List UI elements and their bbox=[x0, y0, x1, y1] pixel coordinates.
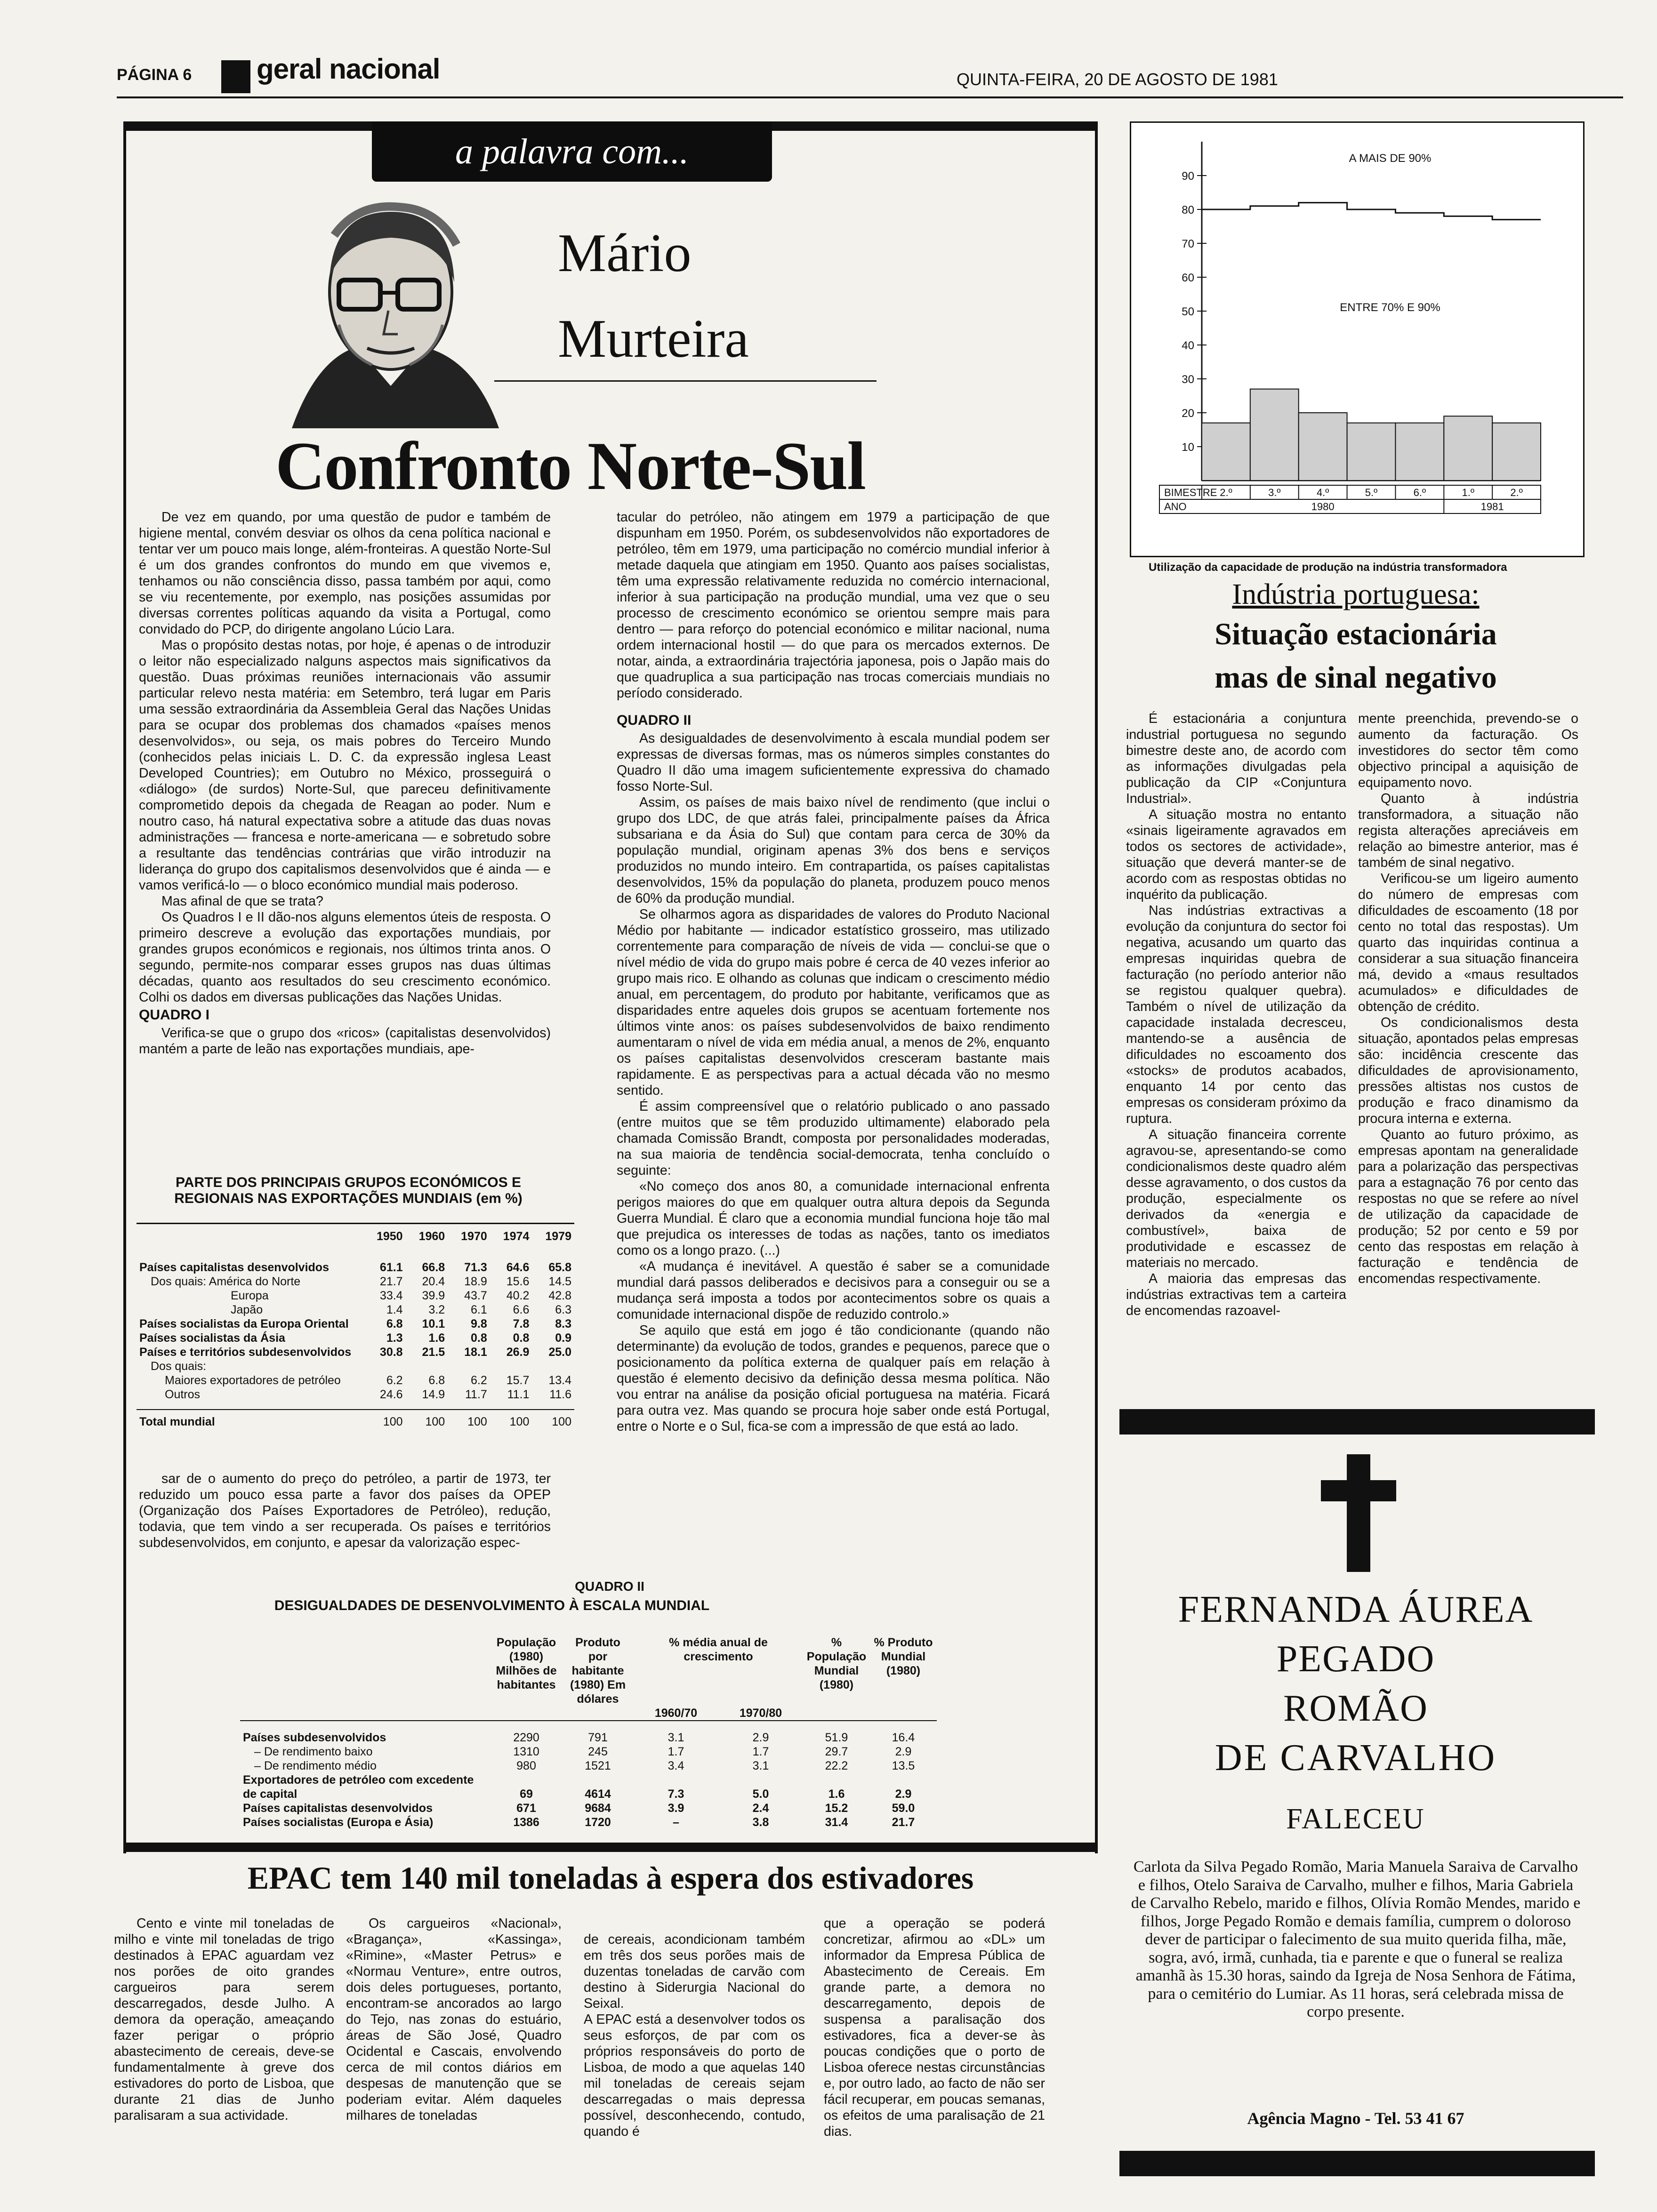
x-tick-label: 4.º bbox=[1316, 487, 1329, 498]
table-row: Maiores exportadores de petróleo 6.2 6.8 6.2 15.7 13.4 bbox=[165, 1374, 571, 1387]
paragraph: Verificou-se um ligeiro aumento do número de empresas com dificuldades de escoamento (18 por cento no total das respostas). Um quarto das inquiridas continua a considerar a sua situação financeira má, devido a «maus resultados acumulados» e dificuldades de obtenção de crédito. bbox=[1358, 871, 1578, 1014]
table-row: Países socialistas da Europa Oriental 6.8 10.1 9.8 7.8 8.3 bbox=[139, 1317, 571, 1330]
table-row: Países socialistas (Europa e Ásia) 1386 1720 – 3.8 31.4 21.7 bbox=[243, 1816, 915, 1829]
table1-year: 1970 bbox=[461, 1230, 487, 1243]
paragraph: Quanto ao futuro próximo, as empresas apontam na generalidade para a polarização das perspectivas para a estagnação 76 por cento das respostas no que se refere ao nível de utilização da capacidade de produção; 52 por cento e 59 por cento das respostas em relação à facturação e tendência de encomendas respectivamente. bbox=[1358, 1127, 1578, 1286]
page-date: QUINTA-FEIRA, 20 DE AGOSTO DE 1981 bbox=[957, 70, 1278, 89]
quadro2-heading: QUADRO II bbox=[617, 713, 692, 728]
paragraph: tacular do petróleo, não atingem em 1979 a participação de que dispunham em 1950. Porém, os subdesenvolvidos não exportadores de petróleo, têm em 1979, uma participação no comércio mundial inferior à metade daquela que atingiam em 1950. Quanto aos países socialistas, têm uma expressão relativamente reduzida no comércio internacional, inferior à sua participação na produção mundial, uma vez que o seu processo de crescimento económico se orientou sempre mais para dentro — para reforço do potencial económico e militar nacional, numa ordem internacional hostil — do que para os mercados externos. De notar, ainda, a extraordinária trajectória japonesa, pois o Japão mais do que quadruplica a sua participação nas trocas comerciais mundiais no período considerado. bbox=[617, 510, 1050, 701]
obituary-agency: Agência Magno - Tel. 53 41 67 bbox=[1247, 2109, 1464, 2128]
table-row: Europa 33.4 39.9 43.7 40.2 42.8 bbox=[231, 1289, 571, 1302]
y-tick-label: 30 bbox=[1182, 373, 1194, 386]
paragraph: As desigualdades de desenvolvimento à escala mundial podem ser expressas de diversas formas, mas os números simples constantes do Quadro II dão uma imagem suficientemente expressiva do chamado fosso Norte-Sul. bbox=[617, 731, 1050, 794]
paragraph: Cento e vinte mil toneladas de milho e vinte mil toneladas de trigo destinados à EPAC aguardam vez nos porões de oito grandes cargueiros para serem descarregados, desde Julho. A demora da operação, ameaçando fazer perigar o próprio abastecimento de cereais, deve-se fundamentalmente à greve dos estivadores do porto de Lisboa, que durante 21 dias de Junho paralisaram a sua actividade. bbox=[114, 1916, 334, 2123]
x-tick-label: 2.º bbox=[1220, 487, 1232, 498]
paragraph: Os cargueiros «Nacional», «Bragança», «Kassinga», «Rimine», «Master Petrus» e «Normau Venture», entre outros, dois deles portugueses, portanto, encontram-se ancorados ao largo do Tejo, nas zonas do estuário, áreas de São José, Quadro Ocidental e Cascais, envolvendo cerca de mil contos diários em despesas de manutenção que se poderiam evitar. Além daqueles milhares de toneladas bbox=[346, 1916, 562, 2123]
paragraph: «A mudança é inevitável. A questão é saber se a comunidade mundial dará passos deliberados e decisivos para a conseguir ou se a mudança será imposta a todos por acontecimentos sobre os quais a comunidade internacional dispõe de reduzido controlo.» bbox=[617, 1259, 1050, 1322]
paragraph: Se olharmos agora as disparidades de valores do Produto Nacional Médio por habitante — indicador estatístico grosseiro, mas utilizado correntemente para comparação de níveis de vida — conclui-se que o nível médio de vida do grupo mais pobre é cerca de 40 vezes inferior ao grupo mais rico. E olhando as colunas que indicam o crescimento médio anual, em percentagem, do produto por habitante, verificamos que as disparidades entre aqueles dois grupos se acentuam fortemente nos últimos vinte anos: os países subdesenvolvidos de baixo rendimento aumentaram o nível de vida em média anual, a menos de 2%, enquanto os países capitalistas desenvolvidos cresceram bastante mais rapidamente. E as perspectivas para a actual década vão no mesmo sentido. bbox=[617, 907, 1050, 1098]
paragraph: Mas o propósito destas notas, por hoje, é apenas o de introduzir o leitor não especializado nalguns aspectos mais significativos da questão. Duas próximas reuniões internacionais vão assumir particular relevo nesta matéria: em Setembro, terá lugar em Paris uma sessão extraordinária da Assembleia Geral das Nações Unidas para se ocupar dos problemas dos chamados «países menos desenvolvidos», ou seja, os mais pobres do Terceiro Mundo (conhecidos pelas iniciais L. D. C. da expressão inglesa Least Developed Countries); em Outubro no México, prosseguirá o «diálogo» (de surdos) Norte-Sul, que pareceu definitivamente comprometido depois da chegada de Reagan ao poder. Num e noutro caso, há natural expectativa sobre a atitude das duas novas administrações — francesa e norte-americana — e sobretudo sobre a resultante das tendências contrárias que virão introduzir na liderança do grupo dos capitalismos desenvolvidos que é ainda — e vamos verificá-lo — o bloco económico mundial mais poderoso. bbox=[139, 638, 551, 893]
paragraph: que a operação se poderá concretizar, afirmou ao «DL» um informador da Empresa Pública de Abastecimento de Cereais. Em grande parte, a demora no descarregamento, depois de suspensa a paralisação dos estivadores, fica a dever-se às poucas condições que o porto de Lisboa oferece nestas circunstâncias e, por outro lado, ao facto de não ser fácil recuperar, em poucas semanas, os efeitos de uma paralisação de 21 dias. bbox=[824, 1916, 1045, 2139]
paragraph: de cereais, acondicionam também em três dos seus porões mais de duzentas toneladas de carvão com destino à Siderurgia Nacional do Seixal. A EPAC está a desenvolver todos os seus esforços, de par com os próprios responsáveis do porto de Lisboa, de modo a que aquelas 140 mil toneladas de cereais sejam descarregadas o mais depressa possível, desconhecendo, contudo, quando é bbox=[584, 1932, 805, 2139]
x-tick-label: 1.º bbox=[1462, 487, 1474, 498]
industry-column-2 bbox=[1358, 711, 1578, 1287]
y-tick-label: 60 bbox=[1182, 272, 1194, 284]
interview-column-1-tail bbox=[139, 1471, 551, 1551]
table-row: Outros 24.6 14.9 11.7 11.1 11.6 bbox=[165, 1388, 571, 1401]
obituary-name-1: FERNANDA ÁUREA bbox=[1178, 1589, 1534, 1630]
table-row: Países e territórios subdesenvolvidos 30.8 21.5 18.1 26.9 25.0 bbox=[139, 1346, 571, 1359]
table-row: Exportadores de petróleo com excedente de capital 69 4614 7.3 5.0 1.6 2.9 bbox=[243, 1773, 912, 1801]
paragraph: Se aquilo que está em jogo é tão condicionante (quando não determinante) da evolução de todos, grandes e pequenos, parece que o posicionamento da política externa de qualquer país em relação à questão é elemento decisivo da definição dessa mesma política. Não vou entrar na análise da posição oficial portuguesa na matéria. Ficará para outra vez. Mas quando se procura hoje saber onde está Portugal, entre o Norte e o Sul, fica-se com a impressão de que está ao lado. bbox=[617, 1323, 1050, 1434]
table2-caption: QUADRO II bbox=[575, 1579, 644, 1594]
paragraph: «No começo dos anos 80, a comunidade internacional enfrenta perigos maiores do que em qualquer outra altura depois da Segunda Guerra Mundial. É claro que a economia mundial funciona hoje tão mal que prejudica os interesses de todas as nações, tanto os imediatos como os a longo prazo. (...) bbox=[617, 1179, 1050, 1258]
paragraph: Quanto à indústria transformadora, a situação não regista alterações apreciáveis em relação ao bimestre anterior, mas é também de sinal negativo. bbox=[1358, 791, 1578, 870]
table2: População (1980) Milhões de habitantes Produto por habitante (1980) Em dólares % média anual de crescimento % População Mundial (1980) % Produto Mundial (1980) 1960/70 1970/80 Países subdesenvolvidos 2290 791 3.1 2.9 51.9 16.4 – De rendimento baixo 1310 245 1.7 1.7 29.7 2.9 – De rendimento médio 980 1521 3.4 3.1 22.2 13.5 Exportadores de petróleo com excedente de capital 69 4614 7.3 5.0 1.6 2.9 Países capitalistas desenvolvidos 671 9684 3.9 2.4 15.2 59.0 Países socialistas (Europa e Ásia) 1386 1720 – 3.8 31.4 21.7 bbox=[240, 1635, 937, 1829]
band-bar-70-90 bbox=[1444, 416, 1492, 481]
y-tick-label: 80 bbox=[1182, 204, 1194, 216]
obituary-name-4: DE CARVALHO bbox=[1215, 1737, 1497, 1779]
paragraph: A maioria das empresas das indústrias extractivas tem a carteira de encomendas razoavel- bbox=[1126, 1271, 1346, 1318]
x-tick-label: 2.º bbox=[1510, 487, 1523, 498]
paragraph: sar de o aumento do preço do petróleo, a partir de 1973, ter reduzido um pouco essa parte a favor dos países da OPEP (Organização dos Países Exportadores de Petróleo), redução, todavia, que tem vindo a ser recuperada. Os países e territórios subdesenvolvidos, em conjunto, e apesar da valorização espec- bbox=[139, 1471, 551, 1550]
table-row: Japão 1.4 3.2 6.1 6.6 6.3 bbox=[231, 1303, 571, 1316]
table-row: Países subdesenvolvidos 2290 791 3.1 2.9 51.9 16.4 bbox=[243, 1731, 915, 1744]
section-title: geral nacional bbox=[257, 53, 440, 85]
obituary-name-2: PEGADO bbox=[1276, 1638, 1435, 1680]
obituary-bottom-bar bbox=[1119, 2151, 1595, 2176]
obituary-top-bar bbox=[1119, 1409, 1595, 1435]
paragraph: Os Quadros I e II dão-nos alguns elementos úteis de resposta. O primeiro descreve a evolução das exportações mundiais, por grandes grupos económicos e regionais, nos últimos trinta anos. O segundo, permite-nos comparar esses grupos nas duas últimas décadas, quanto aos resultados do seu crescimento económico. Colhi os dados em diversas publicações das Nações Unidas. bbox=[139, 910, 551, 1005]
obituary-faleceu: FALECEU bbox=[1286, 1803, 1425, 1835]
year-label: 1980 bbox=[1311, 501, 1335, 513]
year-label: 1981 bbox=[1480, 501, 1504, 513]
paragraph: Assim, os países de mais baixo nível de rendimento (que inclui o grupo dos LDC, de que atrás falei, principalmente países da África subsariana e da Ásia do Sul) que contam para cerca de 30% da população mundial, originam apenas 3% dos bens e serviços produzidos no mundo inteiro. Em contrapartida, os países capitalistas desenvolvidos, 15% da população do planeta, produzem pouco menos de 60% da produção mundial. bbox=[617, 795, 1050, 906]
obituary-text: Carlota da Silva Pegado Romão, Maria Manuela Saraiva de Carvalho e filhos, Otelo Saraiva de Carvalho, mulher e filhos, Maria Gabriela de Carvalho Rebelo, marido e filhos, Olívia Romão Mendes, marido e filhos, Jorge Pegado Romão e demais família, cumprem o doloroso dever de participar o falecimento de sua muito querida filha, mãe, sogra, avó, irmã, cunhada, tia e parente e que o funeral se realiza amanhã às 15.30 horas, saindo da Igreja de Nosa Senhora de Fátima, para o cemitério do Lumiar. As 11 horas, será celebrada missa de corpo presente. bbox=[1131, 1858, 1581, 2020]
industry-headline-2: mas de sinal negativo bbox=[1215, 660, 1497, 695]
bimestre-label: BIMESTRE bbox=[1164, 487, 1217, 498]
capacity-chart bbox=[1131, 123, 1580, 553]
paragraph: A situação mostra no entanto «sinais ligeiramente agravados em todos os sectores de actividade», situação que deverá manter-se de acordo com as respostas obtidas no inquérito da publicação. bbox=[1126, 807, 1346, 902]
table1-year: 1979 bbox=[545, 1230, 571, 1243]
banner-box bbox=[372, 121, 772, 182]
band-bar-70-90 bbox=[1347, 423, 1396, 481]
page-number: PÁGINA 6 bbox=[117, 66, 192, 84]
x-tick-label: 6.º bbox=[1413, 487, 1426, 498]
table1-top-rule bbox=[137, 1223, 574, 1224]
quadro1-heading: QUADRO I bbox=[139, 1007, 209, 1023]
table1-header-row bbox=[137, 1229, 574, 1243]
table1-year: 1974 bbox=[503, 1230, 530, 1243]
y-tick-label: 40 bbox=[1182, 339, 1194, 352]
table1 bbox=[137, 1229, 574, 1429]
band-bar-70-90 bbox=[1250, 389, 1299, 481]
paragraph: Nas indústrias extractivas a evolução da conjuntura do sector foi negativa, acusando um quarto das empresas inquiridas quebra de facturação (no período anterior não se registou qualquer quebra). Também o nível de utilização da capacidade instalada decresceu, mantendo-se a ausência de dificuldades no escoamento dos «stocks» de produtos acabados, enquanto 14 por cento das empresas os consideram próximo da ruptura. bbox=[1126, 903, 1346, 1126]
epac-column-4 bbox=[824, 1915, 1045, 2140]
cross-icon bbox=[1321, 1454, 1396, 1572]
table1-year: 1950 bbox=[376, 1230, 403, 1243]
table-row: Países capitalistas desenvolvidos 671 9684 3.9 2.4 15.2 59.0 bbox=[243, 1802, 915, 1815]
industry-column-1 bbox=[1126, 711, 1346, 1319]
paragraph: De vez em quando, por uma questão de pudor e também de higiene mental, convém desviar os olhos da cena política nacional e tentar ver um pouco mais longe, além-fronteiras. A questão Norte-Sul é um dos grandes confrontos do mundo em que vivemos e, tenhamos ou não consciência disso, passa também por aqui, como se viu recentemente, por exemplo, nas posições assumidas por diversas correntes políticas aquando da visita a Portugal, como convidado do PCP, do dirigente angolano Lúcio Lara. bbox=[139, 510, 551, 637]
band-bar-70-90 bbox=[1299, 413, 1347, 481]
paragraph: mente preenchida, prevendo-se o aumento da facturação. Os investidores do sector têm como objectivo principal a aquisição de equipamento novo. bbox=[1358, 711, 1578, 790]
interview-left-rule bbox=[123, 121, 126, 1853]
interview-column-1 bbox=[139, 509, 551, 1057]
table2-header-row: População (1980) Milhões de habitantes Produto por habitante (1980) Em dólares % média anual de crescimento % População Mundial (1980) % Produto Mundial (1980) bbox=[496, 1636, 933, 1706]
paragraph: Verifica-se que o grupo dos «ricos» (capitalistas desenvolvidos) mantém a parte de leão nas exportações mundiais, ape- bbox=[139, 1026, 551, 1057]
y-tick-label: 70 bbox=[1182, 238, 1194, 250]
annotation-above-90: A MAIS DE 90% bbox=[1349, 152, 1432, 165]
table1-title: PARTE DOS PRINCIPAIS GRUPOS ECONÓMICOS E REGIONAIS NAS EXPORTAÇÕES MUNDIAIS (em %) bbox=[174, 1175, 523, 1206]
y-tick-label: 90 bbox=[1182, 170, 1194, 183]
paragraph: Os condicionalismos desta situação, apontados pelas empresas são: incidência crescente das dificuldades de aprovisionamento, pressões altistas nos custos de produção e fraco dinamismo da procura interna e externa. bbox=[1358, 1015, 1578, 1126]
band-bar-70-90 bbox=[1395, 423, 1444, 481]
table-row: – De rendimento baixo 1310 245 1.7 1.7 29.7 2.9 bbox=[254, 1745, 912, 1758]
line-above-90 bbox=[1202, 203, 1541, 220]
interviewee-first-name: Mário bbox=[558, 223, 692, 283]
chart-caption: Utilização da capacidade de produção na indústria transformadora bbox=[1149, 561, 1507, 574]
interview-bottom-rule bbox=[123, 1843, 1098, 1852]
epac-column-1 bbox=[114, 1915, 334, 2124]
table-row: Países capitalistas desenvolvidos 61.1 66.8 71.3 64.6 65.8 bbox=[139, 1261, 571, 1274]
industry-kicker: Indústria portuguesa: bbox=[1232, 578, 1480, 610]
portrait-photo bbox=[264, 184, 518, 428]
interview-headline: Confronto Norte-Sul bbox=[275, 428, 865, 504]
table-row: Total mundial 100 100 100 100 100 bbox=[139, 1415, 571, 1428]
table-row: Países socialistas da Ásia 1.3 1.6 0.8 0.8 0.9 bbox=[139, 1331, 571, 1345]
obituary-name-3: ROMÃO bbox=[1283, 1688, 1428, 1729]
epac-column-3 bbox=[584, 1915, 805, 2156]
table2-title: DESIGUALDADES DE DESENVOLVIMENTO À ESCALA MUNDIAL bbox=[274, 1598, 710, 1613]
y-tick-label: 20 bbox=[1182, 407, 1194, 420]
band-bar-70-90 bbox=[1492, 423, 1541, 481]
name-underline bbox=[494, 380, 877, 382]
x-tick-label: 5.º bbox=[1365, 487, 1378, 498]
table1-year: 1960 bbox=[418, 1230, 445, 1243]
ano-label: ANO bbox=[1164, 501, 1187, 513]
epac-headline: EPAC tem 140 mil toneladas à espera dos estivadores bbox=[247, 1860, 974, 1896]
interviewee-last-name: Murteira bbox=[558, 309, 749, 369]
industry-headline-1: Situação estacionária bbox=[1215, 617, 1497, 651]
y-tick-label: 50 bbox=[1182, 305, 1194, 318]
x-tick-label: 3.º bbox=[1268, 487, 1281, 498]
paragraph: A situação financeira corrente agravou-se, apresentando-se como condicionalismos deste quadro além desse agravamento, o dos custos da produção, especialmente os derivados da «energia e combustível», baixa de produtividade e escassez de materiais no mercado. bbox=[1126, 1127, 1346, 1270]
table-row: Dos quais: bbox=[151, 1360, 207, 1373]
band-bar-70-90 bbox=[1202, 423, 1250, 481]
table-row: Dos quais: América do Norte 21.7 20.4 18.9 15.6 14.5 bbox=[151, 1275, 571, 1288]
paragraph: É estacionária a conjuntura industrial portuguesa no segundo bimestre deste ano, de acordo com as informações divulgadas pela publicação da CIP «Conjuntura Industrial». bbox=[1126, 711, 1346, 806]
interview-right-rule bbox=[1095, 121, 1098, 1853]
paragraph: Mas afinal de que se trata? bbox=[161, 894, 323, 909]
y-tick-label: 10 bbox=[1182, 441, 1194, 454]
banner-label: a palavra com... bbox=[455, 132, 689, 171]
epac-column-2 bbox=[346, 1915, 562, 2124]
header-rule bbox=[117, 96, 1623, 98]
table-row: – De rendimento médio 980 1521 3.4 3.1 22.2 13.5 bbox=[254, 1759, 915, 1772]
interview-column-2 bbox=[617, 509, 1050, 1435]
section-logo-icon bbox=[221, 60, 250, 93]
paragraph: É assim compreensível que o relatório publicado o ano passado (entre muitos que se têm produzido ultimamente) elaborado pela chamada Comissão Brandt, composta por personalidades moderadas, na sua maioria de tendência social-democrata, tenha concluído o seguinte: bbox=[617, 1099, 1050, 1178]
annotation-70-90: ENTRE 70% E 90% bbox=[1340, 301, 1440, 314]
